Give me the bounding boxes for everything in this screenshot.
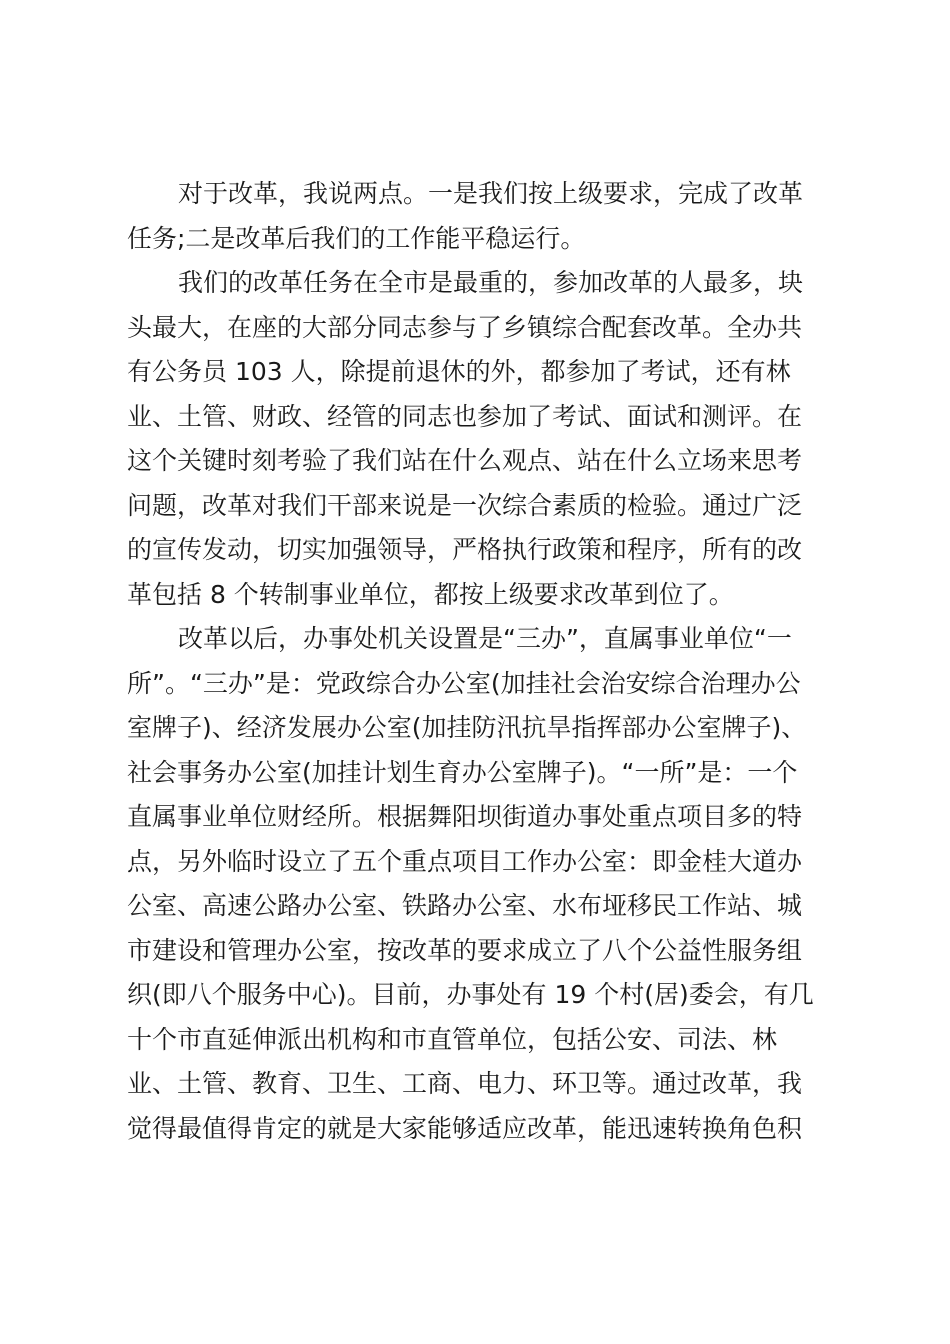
text-line: 公室、高速公路办公室、铁路办公室、水布垭移民工作站、城: [127, 891, 803, 920]
text-line: 我们的改革任务在全市是最重的，参加改革的人最多，块: [178, 268, 804, 297]
text-line: 织(即八个服务中心)。目前，办事处有 19 个村(居)委会，有几: [127, 980, 814, 1009]
text-line: 业、土管、教育、卫生、工商、电力、环卫等。通过改革，我: [127, 1069, 803, 1098]
text-line: 改革以后，办事处机关设置是“三办”，直属事业单位“一: [178, 624, 792, 653]
text-line: 社会事务办公室(加挂计划生育办公室牌子)。“一所”是：一个: [127, 757, 798, 787]
text-line: 觉得最值得肯定的就是大家能够适应改革，能迅速转换角色积: [127, 1113, 803, 1143]
paragraph-3: [127, 617, 821, 1151]
text-line: 的宣传发动，切实加强领导，严格执行政策和程序，所有的改: [127, 535, 803, 564]
text-line: 问题，改革对我们干部来说是一次综合素质的检验。通过广泛: [127, 490, 803, 520]
text-line: 有公务员 103 人，除提前退休的外，都参加了考试，还有林: [127, 357, 791, 386]
text-line: 对于改革，我说两点。一是我们按上级要求，完成了改革: [178, 179, 804, 208]
text-line: 点，另外临时设立了五个重点项目工作办公室：即金桂大道办: [127, 846, 803, 876]
text-line: 市建设和管理办公室，按改革的要求成立了八个公益性服务组: [127, 935, 803, 965]
text-line: 业、土管、财政、经管的同志也参加了考试、面试和测评。在: [127, 401, 803, 431]
text-line: 直属事业单位财经所。根据舞阳坝街道办事处重点项目多的特: [127, 802, 803, 831]
paragraph-2: [127, 261, 821, 617]
document-body: [127, 172, 821, 1151]
paragraph-1: [127, 172, 821, 261]
text-line: 任务;二是改革后我们的工作能平稳运行。: [127, 223, 586, 253]
text-line: 十个市直延伸派出机构和市直管单位，包括公安、司法、林: [127, 1024, 778, 1054]
text-line: 所”。“三办”是：党政综合办公室(加挂社会治安综合治理办公: [127, 668, 801, 698]
text-line: 室牌子)、经济发展办公室(加挂防汛抗旱指挥部办公室牌子)、: [127, 713, 807, 742]
text-line: 这个关键时刻考验了我们站在什么观点、站在什么立场来思考: [127, 446, 803, 475]
text-line: 头最大，在座的大部分同志参与了乡镇综合配套改革。全办共: [127, 312, 803, 342]
text-line: 革包括 8 个转制事业单位，都按上级要求改革到位了。: [127, 579, 734, 609]
